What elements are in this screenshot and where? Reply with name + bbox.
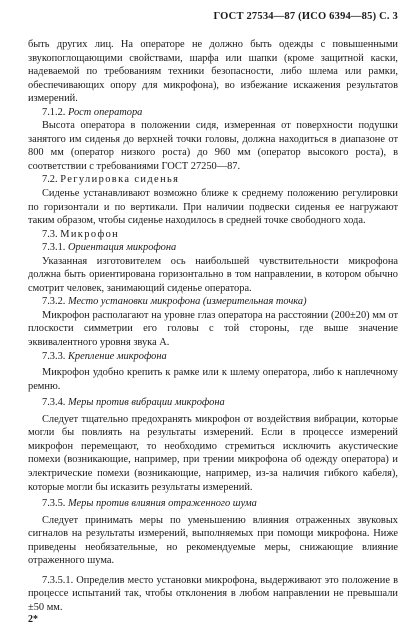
section-heading-7-3-2 [28, 295, 398, 309]
document-page [28, 8, 398, 636]
section-title: Меры против влияния отраженного шума [68, 498, 257, 510]
paragraph-continuation: быть других лиц. На операторе не должно быть одежды с повышенными звукопоглощающими свойствами, шарфа или шапки (кроме защитной каски, надеваемой по требованиям техники безопасности, либо шлема или рамки, обеспечивающих опору для микрофона), во избежание искажения результатов измерений. [28, 39, 398, 105]
paragraph-7-3-4: Следует тщательно предохранять микрофон от воздействия вибрации, которые могли бы повлиять на результаты измерений. Если в процессе измерений микрофон перемещают, то необходимо стремиться исключить акустические помехи (возникающие, например, при трении микрофона об одежду оператора) и электрические помехи (возникающие, например, из-за наличия гибкого кабеля), которые могли бы исказить результаты измерений. [28, 413, 398, 493]
section-title: Регулировка сиденья [60, 174, 180, 186]
section-number: 7.3. [42, 228, 58, 240]
section-title: Ориентация микрофона [68, 242, 177, 254]
section-number: 7.3.3. [42, 350, 66, 362]
section-heading-7-1-2 [28, 106, 398, 120]
section-number: 7.1.2. [42, 106, 66, 118]
section-title: Место установки микрофона (измерительная точка) [68, 296, 307, 308]
paragraph-7-3-2: Микрофон располагают на уровне глаз оператора на расстоянии (200±20) мм от плоскости симметрии его головы с той стороны, где выше значение эквивалентного уровня звука А. [28, 309, 398, 349]
section-title: Рост оператора [68, 106, 143, 118]
document-body [28, 38, 398, 614]
section-heading-7-3-3 [28, 350, 398, 364]
page-header: ГОСТ 27534—87 (ИСО 6394—85) С. 3 [213, 11, 398, 22]
signature-mark: 2* [28, 614, 38, 625]
paragraph-7-3-5-1: 7.3.5.1. Определив место установки микрофона, выдерживают это положение в процессе испытаний так, чтобы отклонения в любом направлении не превышали ±50 мм. [28, 574, 398, 613]
paragraph-7-2: Сиденье устанавливают возможно ближе к среднему положению регулировки по горизонтали и по вертикали. При наличии подвески сиденья ее нагружают таким образом, чтобы сиденье находилось в средней точке свободного хода. [28, 188, 398, 227]
paragraph-7-3-5: Следует принимать меры по уменьшению влияния отраженных звуковых сигналов на результаты измерений, выполняемых при помощи микрофона. Ниже приведены необязательные, но рекомендуемые меры, снижающие влияние отраженного шума. [28, 514, 398, 567]
section-number: 7.2. [42, 174, 58, 186]
section-number: 7.3.5. [42, 498, 66, 510]
section-heading-7-3 [28, 228, 398, 242]
section-heading-7-2 [28, 173, 398, 187]
section-title: Меры против вибрации микрофона [68, 397, 225, 409]
section-heading-7-3-4 [28, 396, 398, 410]
section-number: 7.3.1. [42, 242, 66, 254]
paragraph-7-1-2: Высота оператора в положении сидя, измеренная от поверхности подушки занятого им сиденья до верхней точки головы, должна находиться в диапазоне от 800 мм (оператор низкого роста) до 960 мм (оператор высокого роста), в соответствии с требованиями ГОСТ 27250—87. [28, 120, 398, 172]
section-number: 7.3.2. [42, 296, 66, 308]
section-number: 7.3.4. [42, 397, 66, 409]
section-heading-7-3-5 [28, 497, 398, 511]
section-title: Микрофон [60, 228, 120, 240]
section-heading-7-3-1 [28, 241, 398, 255]
paragraph-7-3-1: Указанная изготовителем ось наибольшей чувствительности микрофона должна быть ориентирована горизонтально в том направлении, в котором обычно смотрит человек, занимающий сиденье оператора. [28, 255, 398, 294]
paragraph-7-3-3: Микрофон удобно крепить к рамке или к шлему оператора, либо к наплечному ремню. [28, 367, 398, 392]
section-title: Крепление микрофона [68, 350, 167, 362]
